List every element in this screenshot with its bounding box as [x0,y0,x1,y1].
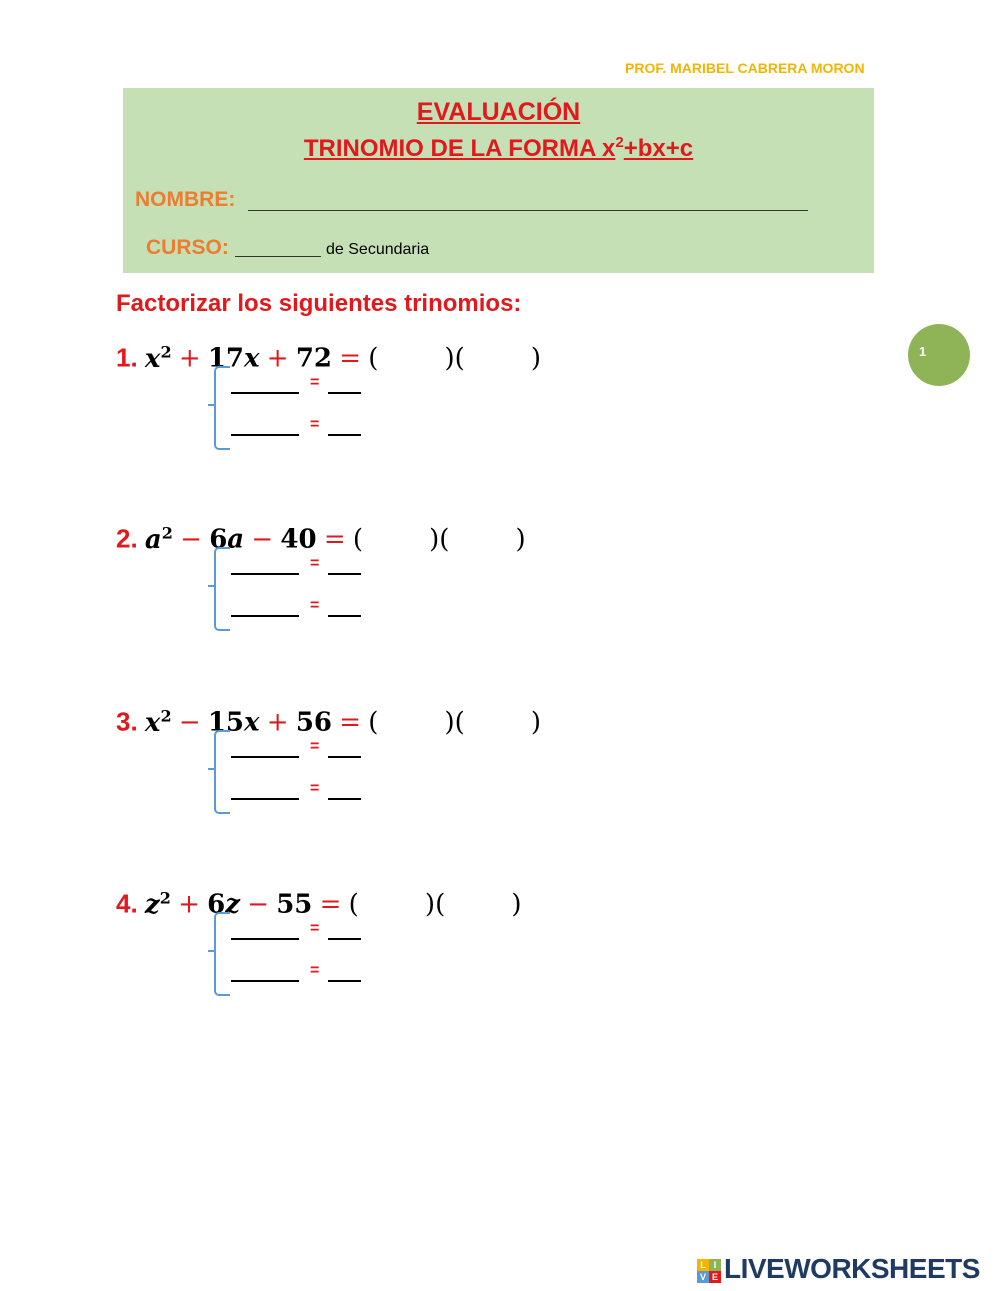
brace-tip [208,404,216,406]
problem-4 [116,888,716,1028]
operator-1: + [178,343,201,374]
answer-blank[interactable] [328,434,361,436]
factor-row-2 [231,593,371,619]
answer-factor-2[interactable]: ( ) [454,707,542,738]
factor-row-1 [231,916,371,942]
problem-number: 1. [116,342,138,373]
page-number-badge [908,324,970,386]
title-superscript: 2 [615,134,624,151]
term-a [145,525,173,555]
equals-sign: = [310,738,320,755]
answer-blank[interactable] [231,573,299,575]
operator-1: − [178,707,201,738]
equals-sign: = [339,707,362,738]
liveworksheets-icon [697,1259,721,1283]
exponent: 2 [160,342,172,361]
author-name: PROF. MARIBEL CABRERA MORON [625,60,865,76]
answer-blank[interactable] [231,798,299,800]
operator-1: + [178,889,200,920]
answer-blank[interactable] [231,938,299,940]
coefficient-b: 17 [207,343,245,374]
equals-sign: = [310,780,320,797]
factor-row-2 [231,412,371,438]
answer-factor-2[interactable]: ( ) [439,524,526,555]
brace-tip [208,950,216,952]
variable: a [227,524,245,555]
term-c: 40 [280,524,317,555]
equals-sign: = [310,962,320,979]
header-box [123,88,874,273]
factor-row-2 [231,776,371,802]
problem-1 [116,342,716,482]
brace [214,730,230,814]
factor-row-1 [231,370,371,396]
coefficient-b: 6 [207,889,226,920]
curso-field[interactable] [235,256,321,257]
logo-text: LIVEWORKSHEETS [724,1253,980,1284]
variable: z [225,889,240,920]
answer-blank[interactable] [328,980,361,982]
answer-blank[interactable] [328,615,361,617]
exponent: 2 [160,706,172,725]
nombre-field[interactable] [248,210,808,211]
exponent: 2 [161,523,173,542]
title-main: TRINOMIO DE LA FORMA x [303,135,616,162]
problem-3 [116,706,716,846]
instruction: Factorizar los siguientes trinomios: [116,290,522,317]
brace [214,547,230,631]
answer-blank[interactable] [231,980,299,982]
term-a [145,344,172,374]
factor-row-1 [231,734,371,760]
operator-2: − [251,524,274,555]
factor-row-2 [231,958,371,984]
equals-sign: = [339,343,362,374]
variable: x [244,707,260,738]
factor-row-1 [231,551,371,577]
brace-tip [208,768,216,770]
term-c: 56 [295,707,332,738]
title-evaluacion: EVALUACIÓN [416,98,581,126]
brace [214,366,230,450]
equation-4 [116,888,521,920]
answer-blank[interactable] [328,938,361,940]
variable: x [144,707,161,738]
nombre-label: NOMBRE: [135,188,236,211]
answer-factor-1[interactable]: ( ) [348,889,436,920]
coefficient-b: 6 [209,524,228,555]
problem-2 [116,523,716,663]
answer-blank[interactable] [328,392,361,394]
brace [214,912,230,996]
equals-sign: = [310,920,320,937]
equation-2 [116,523,526,555]
answer-factor-2[interactable]: ( ) [435,889,522,920]
term-a [145,890,171,920]
curso-label: CURSO: [146,236,229,259]
answer-blank[interactable] [328,756,361,758]
variable: z [144,889,160,920]
variable: x [144,343,161,374]
equation-3 [116,706,541,738]
page-number: 1 [919,344,927,359]
answer-factor-1[interactable]: ( ) [368,343,455,374]
answer-blank[interactable] [328,573,361,575]
logo-letter-l: L [697,1259,709,1271]
answer-blank[interactable] [231,434,299,436]
operator-2: + [266,707,289,738]
operator-2: + [266,343,289,374]
answer-factor-1[interactable]: ( ) [352,524,440,555]
variable: a [144,524,162,555]
answer-blank[interactable] [231,392,299,394]
title-trinomio [123,134,874,163]
problem-number: 2. [116,523,138,554]
brace-tip [208,585,216,587]
operator-1: − [180,524,202,555]
equals-sign: = [319,889,342,920]
equation-1 [116,342,541,374]
answer-blank[interactable] [231,615,299,617]
operator-2: − [247,889,269,920]
logo-letter-e: E [709,1271,721,1283]
logo-letter-i: I [709,1259,721,1271]
answer-factor-2[interactable]: ( ) [454,343,542,374]
equals-sign: = [310,555,320,572]
term-c: 72 [295,343,332,374]
term-a [145,708,172,738]
equals-sign: = [310,416,320,433]
equals-sign: = [310,374,320,391]
problem-number: 3. [116,706,138,737]
equals-sign: = [323,524,346,555]
title-rest: +bx+c [623,135,694,162]
exponent: 2 [159,888,171,907]
answer-factor-1[interactable]: ( ) [368,707,455,738]
liveworksheets-logo [697,1253,995,1287]
answer-blank[interactable] [328,798,361,800]
problem-number: 4. [116,888,138,919]
logo-letter-v: V [697,1271,709,1283]
coefficient-b: 15 [207,707,245,738]
equals-sign: = [310,597,320,614]
term-c: 55 [276,889,313,920]
curso-suffix: de Secundaria [326,241,430,258]
answer-blank[interactable] [231,756,299,758]
variable: x [244,343,260,374]
